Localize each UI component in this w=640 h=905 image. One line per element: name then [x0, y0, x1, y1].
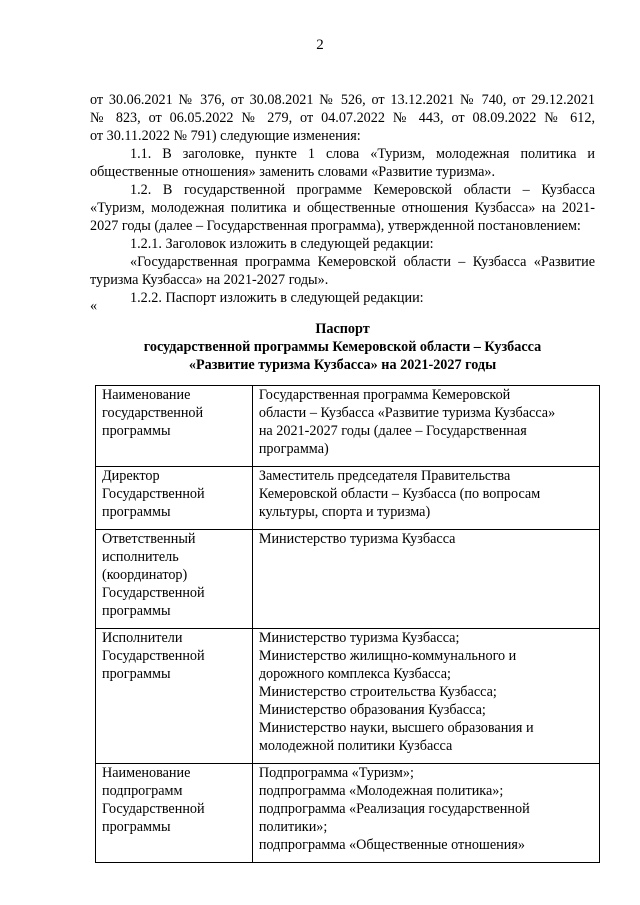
- cell-line: Министерство науки, высшего образования и: [258, 720, 534, 736]
- new-title-quote: «Государственная программа Кемеровской области – Кузбасса «Развитие туризма Кузбасса» на 2021-2027 годы».: [90, 254, 595, 288]
- cell-line: подпрограмм: [102, 783, 183, 799]
- passport-title-line-1: Паспорт: [315, 321, 370, 337]
- cell-line: Ответственный: [102, 531, 196, 547]
- cell-line: Министерство жилищно-коммунального и: [258, 648, 517, 664]
- cell-line: программы: [102, 819, 171, 835]
- cell-line: культуры, спорта и туризма): [258, 504, 431, 520]
- passport-title-line-3: «Развитие туризма Кузбасса» на 2021-2027 годы: [188, 357, 497, 373]
- cell-line: Министерство туризма Кузбасса;: [258, 630, 460, 646]
- cell-line: исполнитель: [102, 549, 179, 565]
- cell-line: дорожного комплекса Кузбасса;: [258, 666, 451, 682]
- cell-line: на 2021-2027 годы (далее – Государственная: [258, 423, 527, 439]
- cell-line: подпрограмма «Молодежная политика»;: [258, 783, 504, 799]
- cell-line: Заместитель председателя Правительства: [258, 468, 511, 484]
- cell-line: программы: [102, 666, 171, 682]
- cell-line: программа): [258, 441, 329, 457]
- cell-line: программы: [102, 603, 171, 619]
- row-value-executors: [252, 629, 599, 764]
- cell-line: Исполнители: [102, 630, 183, 646]
- page-number: 2: [316, 37, 324, 53]
- cell-line: Государственной: [102, 585, 205, 601]
- cell-line: Кемеровской области – Кузбасса (по вопросам: [258, 486, 541, 502]
- intro-text: [90, 91, 595, 307]
- cell-line: Государственной: [102, 648, 205, 664]
- cell-line: государственной: [102, 405, 204, 421]
- row-value-program-name: [252, 386, 599, 467]
- intro-paragraph-1: [90, 91, 595, 145]
- cell-line: Министерство строительства Кузбасса;: [258, 684, 497, 700]
- cell-line: Подпрограмма «Туризм»;: [258, 765, 414, 781]
- row-label-executors: [96, 629, 253, 764]
- cell-line: области – Кузбасса «Развитие туризма Кузбасса»: [258, 405, 556, 421]
- cell-line: Наименование: [102, 387, 191, 403]
- cell-line: Государственной: [102, 486, 205, 502]
- row-value-responsible-executor: [252, 530, 599, 629]
- item-1-2-2: 1.2.2. Паспорт изложить в следующей редакции:: [130, 290, 424, 306]
- row-label-director: [96, 467, 253, 530]
- row-label-subprograms: [96, 764, 253, 863]
- intro-line: от 30.11.2022 № 791) следующие изменения:: [90, 128, 361, 144]
- cell-line: Министерство образования Кузбасса;: [258, 702, 486, 718]
- cell-line: подпрограмма «Общественные отношения»: [258, 837, 525, 853]
- intro-line: № 823, от 06.05.2022 № 279, от 04.07.2022 № 443, от 08.09.2022 № 612,: [90, 110, 595, 126]
- passport-title: [90, 320, 595, 374]
- intro-line: от 30.06.2021 № 376, от 30.08.2021 № 526, от 13.12.2021 № 740, от 29.12.2021: [90, 92, 595, 108]
- opening-quote-mark: «: [90, 298, 98, 314]
- item-1-1: 1.1. В заголовке, пункте 1 слова «Туризм, молодежная политика и общественные отношения» заменить словами «Развитие туризма».: [90, 146, 595, 180]
- cell-line: (координатор): [102, 567, 188, 583]
- item-1-2-1: 1.2.1. Заголовок изложить в следующей редакции:: [130, 236, 434, 252]
- cell-line: Государственной: [102, 801, 205, 817]
- table-row: [96, 530, 600, 629]
- row-value-director: [252, 467, 599, 530]
- cell-line: политики»;: [258, 819, 328, 835]
- row-label-program-name: [96, 386, 253, 467]
- item-1-2: 1.2. В государственной программе Кемеровской области – Кузбасса «Туризм, молодежная политика и общественные отношения Кузбасса» на 2021-2027 годы (далее – Государственная программа), утвержденной постановлением:: [90, 182, 595, 234]
- cell-line: программы: [102, 504, 171, 520]
- table-row: [96, 629, 600, 764]
- cell-line: программы: [102, 423, 171, 439]
- row-value-subprograms: [252, 764, 599, 863]
- cell-line: Наименование: [102, 765, 191, 781]
- cell-line: подпрограмма «Реализация государственной: [258, 801, 530, 817]
- passport-table: [95, 385, 600, 863]
- cell-line: молодежной политики Кузбасса: [258, 738, 453, 754]
- passport-title-line-2: государственной программы Кемеровской области – Кузбасса: [143, 339, 542, 355]
- row-label-responsible-executor: [96, 530, 253, 629]
- table-row: [96, 467, 600, 530]
- cell-line: Министерство туризма Кузбасса: [258, 531, 456, 547]
- table-row: [96, 764, 600, 863]
- cell-line: Государственная программа Кемеровской: [258, 387, 511, 403]
- cell-line: Директор: [102, 468, 160, 484]
- table-row: [96, 386, 600, 467]
